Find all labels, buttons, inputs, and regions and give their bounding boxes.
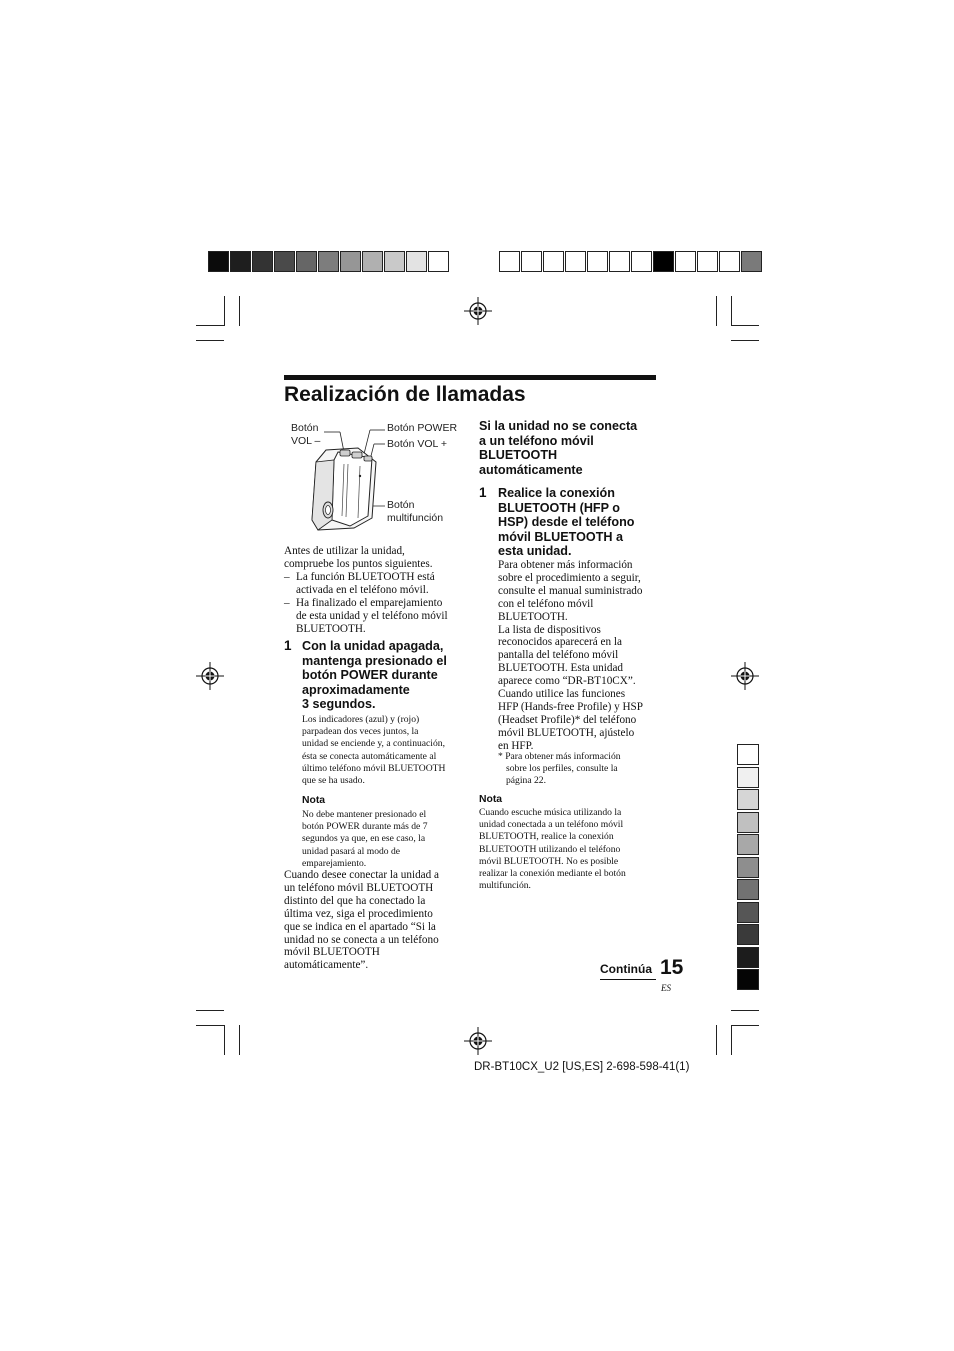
text-line: La lista de dispositivos <box>498 623 601 636</box>
step-heading <box>498 486 668 559</box>
color-swatch <box>274 251 295 272</box>
registration-mark-top-icon <box>464 297 492 325</box>
registration-mark-bottom-icon <box>464 1027 492 1055</box>
text-line: consulte el manual suministrado <box>498 584 643 597</box>
color-swatch <box>719 251 740 272</box>
note-body <box>479 807 659 892</box>
text-line: última vez, siga el procedimiento <box>284 907 433 920</box>
note-body <box>302 809 472 870</box>
text-line: Cuando escuche música utilizando la <box>479 807 622 818</box>
color-swatch <box>499 251 520 272</box>
left-intro: Antes de utilizar la unidad, compruebe los puntos siguientes. <box>284 545 433 570</box>
text-line: La función BLUETOOTH está <box>296 571 435 583</box>
text-line: multifunción. <box>479 880 531 892</box>
color-swatch <box>631 251 652 272</box>
text-line: BLUETOOTH. Esta unidad <box>498 662 624 675</box>
text-line: sobre los perfiles, consulte la <box>506 763 618 775</box>
text-line: a un teléfono móvil <box>479 433 594 448</box>
registration-mark-right-icon <box>731 662 759 690</box>
text-line: botón POWER durante <box>302 668 438 683</box>
color-swatch <box>543 251 564 272</box>
label-vol-plus: Botón VOL + <box>387 438 448 450</box>
text-line: * Para obtener más información <box>498 751 621 762</box>
section-heading <box>479 419 659 477</box>
text-line: BLUETOOTH (HFP o <box>498 500 620 515</box>
title-rule <box>284 375 656 380</box>
closing-paragraph <box>284 869 464 972</box>
page-number: 15 <box>660 956 684 979</box>
bullet-item: – Ha finalizado el emparejamiento de esta unidad y el teléfono móvil BLUETOOTH. <box>284 596 448 635</box>
color-swatch <box>208 251 229 272</box>
text-line: BLUETOOTH, realice la conexión <box>479 831 614 843</box>
color-swatch <box>737 744 759 765</box>
text-line: Realice la conexión <box>498 486 615 500</box>
color-swatch <box>521 251 542 272</box>
text-line: que se ha usado. <box>302 775 365 787</box>
text-line: (Headset Profile)* del teléfono <box>498 713 637 726</box>
color-swatch <box>406 251 427 272</box>
text-line: pantalla del teléfono móvil <box>498 649 619 662</box>
text-line: móvil BLUETOOTH, ajústelo <box>498 726 635 739</box>
step-heading <box>302 639 472 712</box>
text-line: automáticamente”. <box>284 959 369 972</box>
color-swatch <box>737 924 759 945</box>
text-line: página 22. <box>506 775 546 787</box>
color-strip-left <box>208 251 450 273</box>
text-line: automáticamente <box>479 462 583 477</box>
text-line: No debe mantener presionado el <box>302 809 427 820</box>
text-line: HFP (Hands-free Profile) y HSP <box>498 700 644 713</box>
text-line: emparejamiento. <box>302 857 367 869</box>
text-line: ésta se conecta automáticamente al <box>302 750 437 762</box>
color-swatch <box>737 969 759 990</box>
color-swatch <box>675 251 696 272</box>
text-line: HSP) desde el teléfono <box>498 515 635 530</box>
text-line: distinto del que ha conectado la <box>284 894 426 907</box>
step-number: 1 <box>284 638 292 653</box>
bullet-text <box>296 597 448 636</box>
color-swatch <box>737 879 759 900</box>
color-swatch <box>252 251 273 272</box>
text-line: parpadean dos veces juntos, la <box>302 726 419 738</box>
label-vol-minus: Botón VOL – <box>291 422 321 447</box>
text-line: Cuando utilice las funciones <box>498 688 626 701</box>
text-line: Si la unidad no se conecta <box>479 419 638 433</box>
text-line: Cuando desee conectar la unidad a <box>284 869 440 881</box>
text-line: BLUETOOTH. <box>296 622 366 635</box>
text-line: unidad no se conecta a un teléfono <box>284 933 439 946</box>
text-line: Los indicadores (azul) y (rojo) <box>302 714 420 725</box>
text-line: móvil BLUETOOTH. No es posible <box>479 855 619 867</box>
continua-label: Continúa <box>600 960 656 980</box>
text-line: de esta unidad y el teléfono móvil <box>296 609 448 622</box>
color-swatch <box>340 251 361 272</box>
color-swatch <box>318 251 339 272</box>
color-swatch <box>653 251 674 272</box>
color-swatch <box>296 251 317 272</box>
color-swatch <box>737 767 759 788</box>
color-swatch <box>565 251 586 272</box>
color-swatch <box>587 251 608 272</box>
note-title: Nota <box>302 795 326 806</box>
text-line: un teléfono móvil BLUETOOTH <box>284 881 434 894</box>
text-line: último teléfono móvil BLUETOOTH <box>302 762 446 774</box>
text-line: móvil BLUETOOTH <box>284 946 380 959</box>
text-line: 3 segundos. <box>302 697 376 712</box>
text-line: aproximadamente <box>302 682 410 697</box>
color-swatch <box>741 251 762 272</box>
text-line: mantenga presionado el <box>302 653 447 668</box>
text-line: unidad se enciende y, a continuación, <box>302 738 445 750</box>
color-swatch <box>362 251 383 272</box>
note-title: Nota <box>479 794 503 805</box>
text-line: BLUETOOTH. <box>498 610 568 623</box>
text-line: botón POWER durante más de 7 <box>302 821 428 833</box>
color-swatch <box>737 947 759 968</box>
text-line: con el teléfono móvil <box>498 597 594 610</box>
text-line: sobre el procedimiento a seguir, <box>498 571 641 584</box>
text-line: realizar la conexión mediante el botón <box>479 868 626 880</box>
color-swatch <box>697 251 718 272</box>
text-line: en HFP. <box>498 739 534 752</box>
text-line: unidad conectada a un teléfono móvil <box>479 819 624 831</box>
text-line: BLUETOOTH utilizando el teléfono <box>479 843 621 855</box>
step-number: 1 <box>479 485 487 500</box>
text-line: esta unidad. <box>498 544 572 559</box>
color-swatch <box>737 857 759 878</box>
left-bullet-list <box>284 571 464 636</box>
bullet-text <box>296 571 435 597</box>
language-code: ES <box>661 983 671 993</box>
document-code: DR-BT10CX_U2 [US,ES] 2-698-598-41(1) <box>474 1061 690 1073</box>
step-body <box>498 559 668 753</box>
color-swatch <box>737 902 759 923</box>
text-line: móvil BLUETOOTH a <box>498 529 624 544</box>
page-title: Realización de llamadas <box>284 383 526 406</box>
color-strip-right <box>499 251 763 273</box>
text-line: Para obtener más información <box>498 559 633 571</box>
text-line: segundos ya que, en ese caso, la <box>302 833 426 845</box>
text-line: Ha finalizado el emparejamiento <box>296 596 443 609</box>
text-line: unidad pasará al modo de <box>302 845 401 857</box>
text-line: BLUETOOTH <box>479 448 558 463</box>
color-swatch <box>428 251 449 272</box>
color-swatch <box>737 789 759 810</box>
color-swatch <box>737 834 759 855</box>
color-swatch <box>230 251 251 272</box>
label-multifunction: Botón multifunción <box>387 499 444 524</box>
text-line: reconocidos aparecerá en la <box>498 636 622 649</box>
color-swatch <box>384 251 405 272</box>
label-power: Botón POWER <box>387 422 458 434</box>
step-body <box>302 714 472 787</box>
text-line: aparece como “DR-BT10CX”. <box>498 675 636 688</box>
bullet-item: – La función BLUETOOTH está activada en el teléfono móvil. <box>284 571 435 596</box>
footnote <box>498 751 658 788</box>
text-line: activada en el teléfono móvil. <box>296 583 429 596</box>
color-swatch <box>737 812 759 833</box>
color-strip-vertical <box>737 744 759 992</box>
text-line: Con la unidad apagada, <box>302 639 444 653</box>
text-line: que se indica en el apartado “Si la <box>284 920 436 933</box>
registration-mark-left-icon <box>196 662 224 690</box>
color-swatch <box>609 251 630 272</box>
